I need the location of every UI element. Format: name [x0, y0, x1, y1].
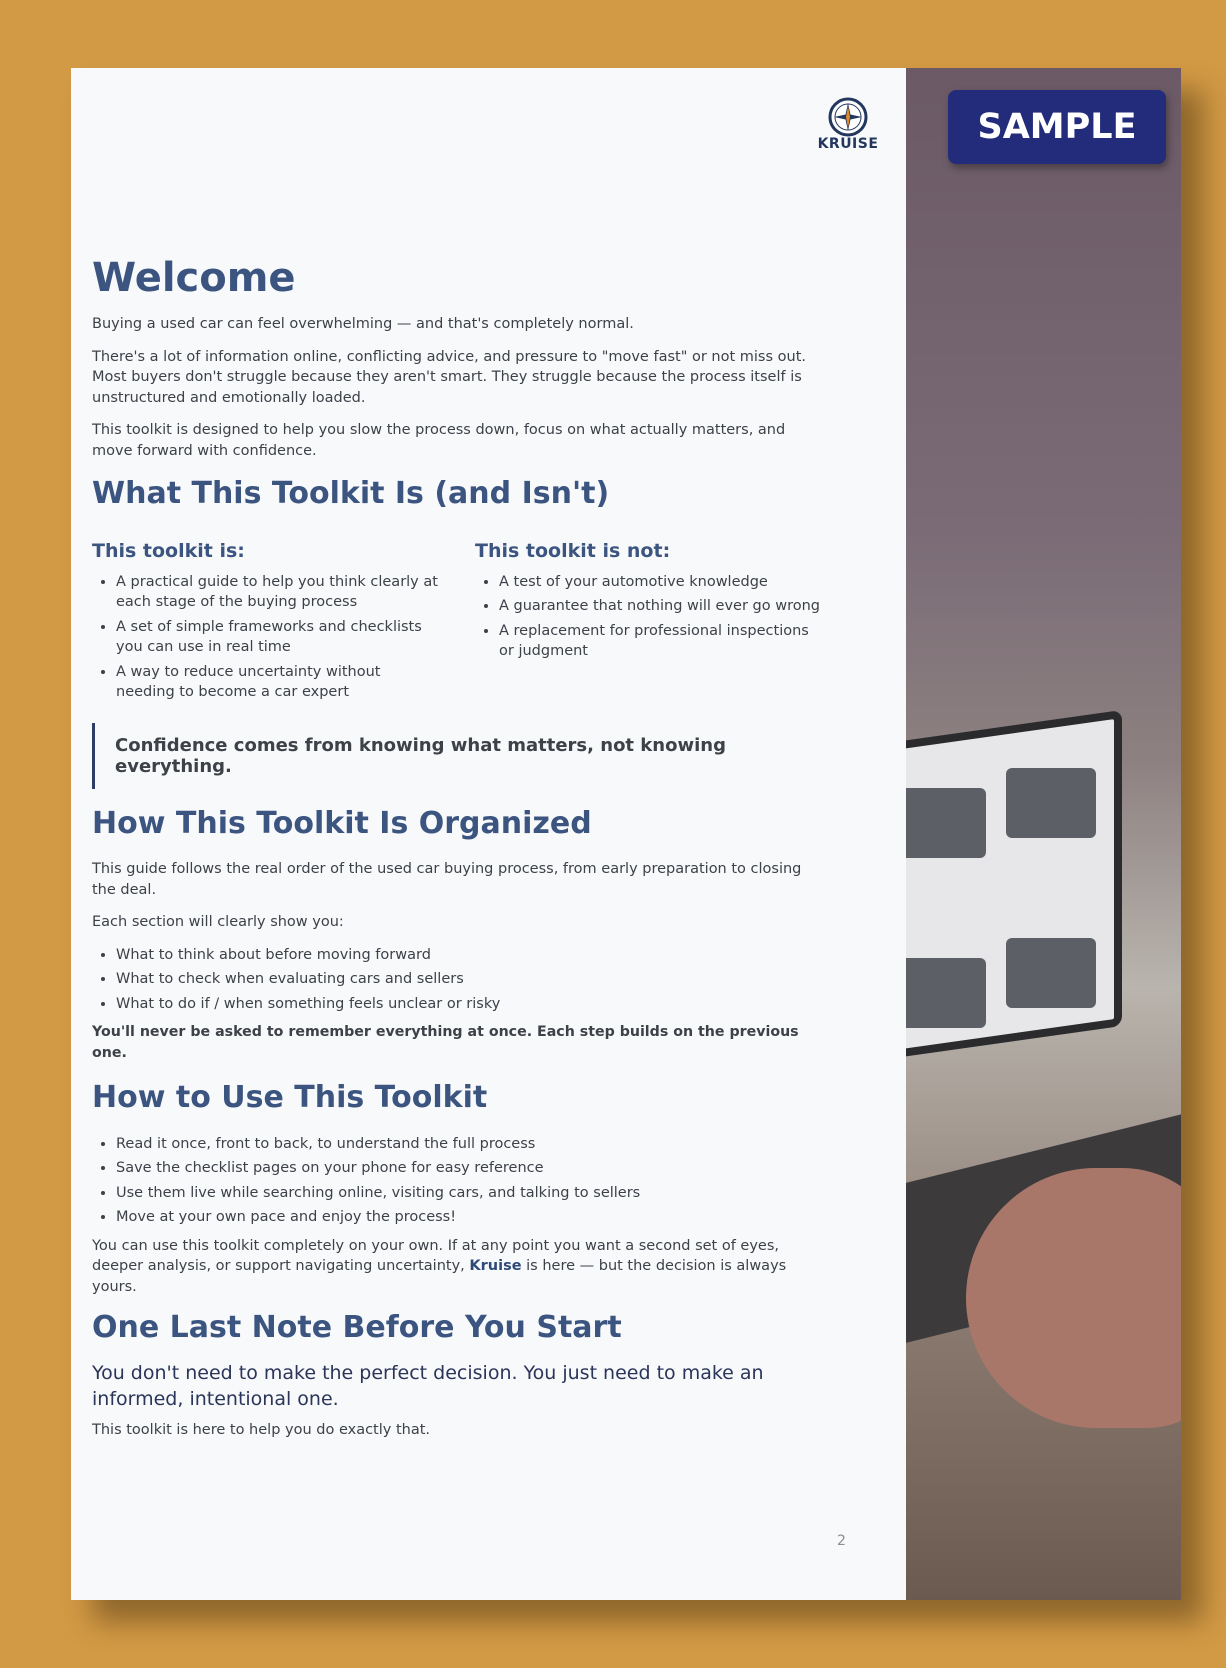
- is-list: [92, 572, 439, 703]
- brand-name: Kruise: [469, 1258, 522, 1274]
- sample-badge: SAMPLE: [948, 90, 1166, 164]
- use-title: How to Use This Toolkit: [92, 1080, 488, 1115]
- compass-icon: [827, 96, 869, 138]
- car-thumbnail: [906, 958, 986, 1028]
- car-thumbnail: [906, 788, 986, 858]
- is-isnt-columns: [92, 540, 822, 707]
- logo-text: KRUISE: [817, 136, 879, 152]
- organized-note: You'll never be asked to remember everything at once. Each step builds on the previous one.: [92, 1024, 799, 1061]
- not-heading: This toolkit is not:: [475, 539, 671, 562]
- organized-paragraph-1: This guide follows the real order of the used car buying process, from early preparation to closing the deal.: [92, 861, 802, 898]
- main-content: [92, 256, 822, 1452]
- list-item: • A set of simple frameworks and checklists you can use in real time: [116, 617, 439, 658]
- list-item: • A guarantee that nothing will ever go wrong: [499, 596, 822, 617]
- last-lead: You don't need to make the perfect decision. You just need to make an informed, intentional one.: [92, 1361, 764, 1410]
- list-item: • A replacement for professional inspections or judgment: [499, 621, 822, 662]
- is-column: [92, 540, 439, 707]
- is-heading: This toolkit is:: [92, 539, 245, 562]
- document-page: [71, 68, 1181, 1600]
- organized-list: [92, 945, 822, 1015]
- use-text-after: is here — but the decision is always yours.: [92, 1258, 787, 1295]
- use-paragraph: [92, 1236, 822, 1298]
- welcome-paragraph-2: There's a lot of information online, conflicting advice, and pressure to "move fast" or not miss out. Most buyers don't struggle because they aren't smart. They struggle because the process itself is unstructured and emotionally loaded.: [92, 348, 806, 406]
- laptop-photo: [906, 68, 1181, 1600]
- list-item: • A test of your automotive knowledge: [499, 572, 822, 593]
- organized-paragraph-2: Each section will clearly show you:: [92, 914, 344, 930]
- pull-quote: Confidence comes from knowing what matters, not knowing everything.: [92, 723, 822, 789]
- list-item: • A practical guide to help you think clearly at each stage of the buying process: [116, 572, 439, 613]
- use-list: [92, 1134, 822, 1228]
- list-item: • What to do if / when something feels unclear or risky: [116, 994, 822, 1015]
- car-thumbnail: [1006, 938, 1096, 1008]
- kruise-logo: [815, 96, 881, 152]
- not-list: [475, 572, 822, 662]
- what-title: What This Toolkit Is (and Isn't): [92, 476, 610, 511]
- list-item: • Move at your own pace and enjoy the process!: [116, 1207, 822, 1228]
- list-item: • A way to reduce uncertainty without needing to become a car expert: [116, 662, 439, 703]
- organized-title: How This Toolkit Is Organized: [92, 805, 592, 841]
- page-number: 2: [837, 1533, 846, 1549]
- list-item: • Read it once, front to back, to understand the full process: [116, 1134, 822, 1155]
- welcome-title: Welcome: [92, 255, 296, 301]
- car-thumbnail: [1006, 768, 1096, 838]
- list-item: • Use them live while searching online, visiting cars, and talking to sellers: [116, 1183, 822, 1204]
- not-column: [475, 540, 822, 707]
- welcome-paragraph-1: Buying a used car can feel overwhelming — and that's completely normal.: [92, 316, 634, 332]
- use-text-before: You can use this toolkit completely on your own. If at any point you want a second set of eyes, deeper analysis, or support navigating uncertainty,: [92, 1237, 780, 1274]
- last-paragraph: This toolkit is here to help you do exactly that.: [92, 1421, 431, 1438]
- last-title: One Last Note Before You Start: [92, 1310, 622, 1345]
- list-item: • What to think about before moving forward: [116, 945, 822, 966]
- welcome-paragraph-3: This toolkit is designed to help you slow the process down, focus on what actually matters, and move forward with confidence.: [92, 422, 786, 459]
- list-item: • What to check when evaluating cars and sellers: [116, 969, 822, 990]
- list-item: • Save the checklist pages on your phone for easy reference: [116, 1158, 822, 1179]
